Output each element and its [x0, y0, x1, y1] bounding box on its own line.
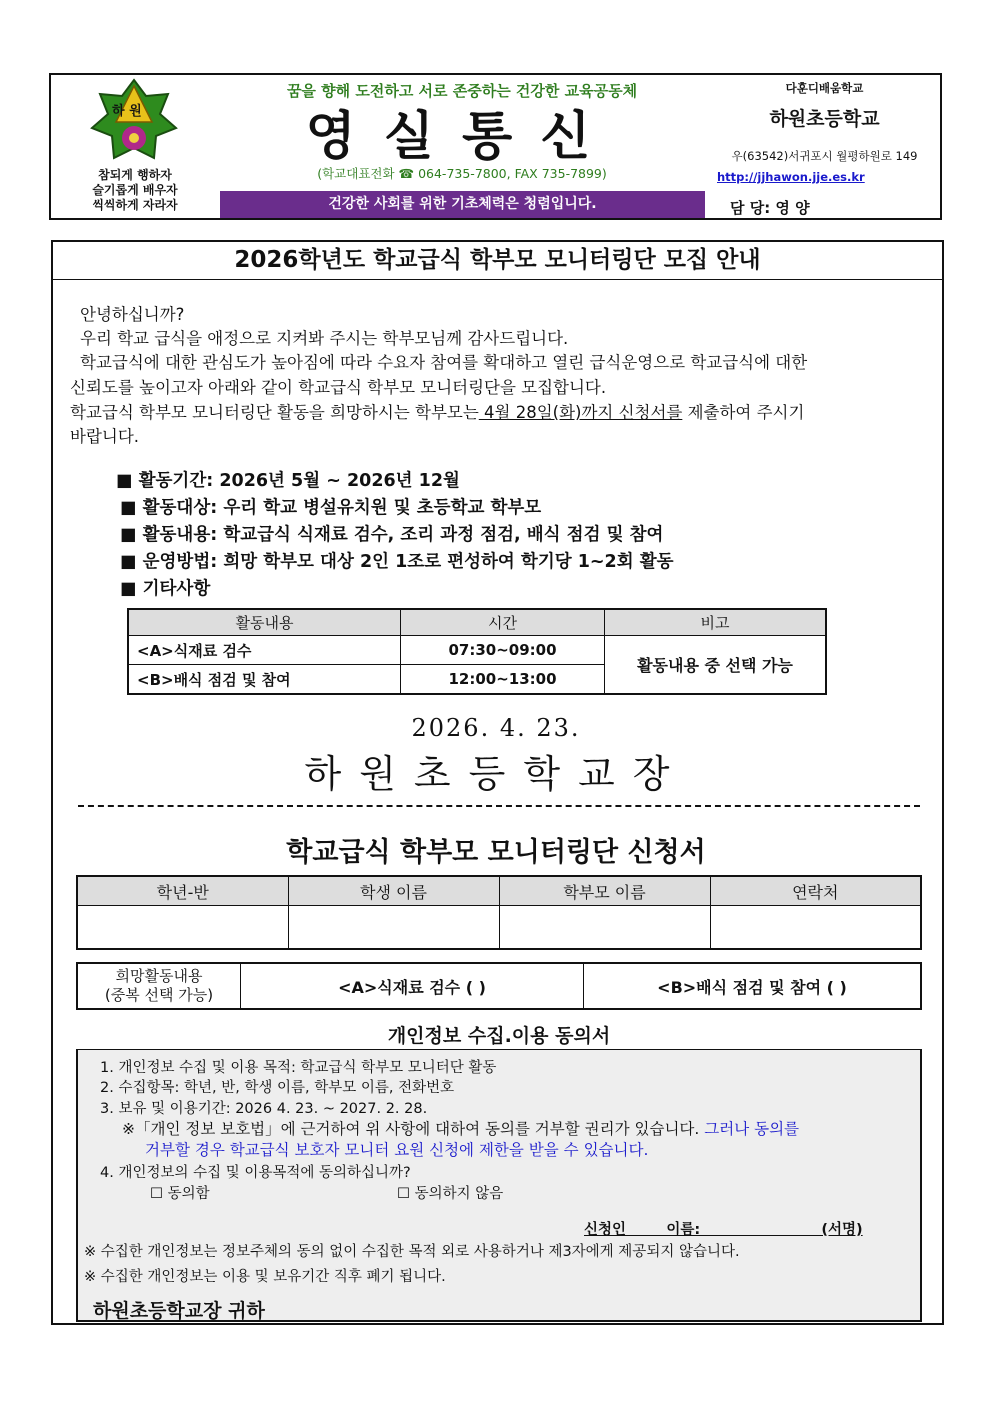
greeting: 안녕하십니까?	[80, 305, 185, 324]
purpose-line-2: 신뢰도를 높이고자 아래와 같이 학교급식 학부모 모니터링단을 모집합니다.	[70, 378, 607, 397]
school-tag: 다훈디배움학교	[785, 81, 864, 95]
cut-line	[78, 805, 920, 807]
table-cell: <A>식재료 검수	[128, 636, 401, 665]
law-notice: ※「개인 정보 보호법」에 근거하여 위 사항에 대하여 동의를 거부할 권리가 있습니다. 그러나 동의를	[122, 1120, 800, 1138]
table-header: 시간	[401, 609, 605, 636]
motto-line-3: 씩씩하게 자라자	[92, 198, 178, 212]
agree-checkbox[interactable]: ☐ 동의함	[150, 1186, 210, 1202]
phone-info: (학교대표전화 ☎ 064-735-7800, FAX 735-7899)	[317, 166, 607, 181]
emblem-text: 하 원	[112, 104, 142, 119]
table-header: 학생 이름	[288, 876, 499, 906]
bullet-period: ■ 활동기간: 2026년 5월 ~ 2026년 12월	[116, 471, 460, 491]
parent-name-input[interactable]	[499, 906, 710, 950]
choice-table	[76, 962, 922, 1010]
school-emblem-icon	[88, 76, 180, 168]
thanks: 우리 학교 급식을 애정으로 지켜봐 주시는 학부모님께 감사드립니다.	[80, 329, 569, 348]
consent-item: 3. 보유 및 이용기간: 2026 4. 23. ~ 2027. 2. 28.	[100, 1101, 428, 1117]
consent-title: 개인정보 수집.이용 동의서	[76, 1024, 922, 1050]
contact-input[interactable]	[710, 906, 921, 950]
law-notice-2: 거부할 경우 학교급식 보호자 모니터 요원 신청에 제한을 받을 수 있습니다.	[145, 1141, 649, 1159]
addressee: 하원초등학교장 귀하	[93, 1300, 265, 1322]
bullet-target: ■ 활동대상: 우리 학교 병설유치원 및 초등학교 학부모	[120, 498, 542, 518]
table-header: 활동내용	[128, 609, 401, 636]
school-address: 우(63542)서귀포시 월평하원로 149	[731, 149, 918, 163]
applicant-signature-line[interactable]: 신청인 이름: (서명)	[584, 1222, 863, 1238]
choice-label: 희망활동내용 (중복 선택 가능)	[77, 963, 241, 1009]
table-cell: 07:30~09:00	[401, 636, 605, 665]
purpose-line-1: 학교급식에 대한 관심도가 높아짐에 따라 수요자 참여를 확대하고 열린 급식운영으로 학교급식에 대한	[80, 353, 808, 372]
table-header: 비고	[605, 609, 827, 636]
student-name-input[interactable]	[288, 906, 499, 950]
choice-b-checkbox[interactable]: <B>배식 점검 및 참여 ( )	[584, 963, 922, 1009]
table-cell: <B>배식 점검 및 참여	[128, 665, 401, 695]
application-title: 학교급식 학부모 모니터링단 신청서	[286, 837, 706, 868]
applicant-table	[76, 875, 922, 950]
choice-a-checkbox[interactable]: <A>식재료 검수 ( )	[241, 963, 584, 1009]
table-note: 활동내용 중 선택 가능	[605, 636, 827, 695]
newsletter-title: 영실통신	[305, 107, 619, 167]
deadline-line: 학교급식 학부모 모니터링단 활동을 희망하시는 학부모는 4월 28일(화)까지 신청서를 제출하여 주시기	[70, 403, 805, 422]
privacy-note-2: ※ 수집한 개인정보는 이용 및 보유기간 직후 폐기 됩니다.	[84, 1269, 446, 1285]
bullet-method: ■ 운영방법: 희망 학부모 대상 2인 1조로 편성하여 학기당 1~2회 활동	[120, 552, 674, 572]
motto-line-1: 참되게 행하자	[98, 168, 172, 182]
activity-table	[127, 608, 827, 695]
principal-signature: 하원초등학교장	[304, 752, 688, 796]
table-cell: 12:00~13:00	[401, 665, 605, 695]
deadline-line-2: 바랍니다.	[70, 427, 140, 446]
bullet-content: ■ 활동내용: 학교급식 식재료 검수, 조리 과정 점검, 배식 점검 및 참여	[120, 525, 664, 545]
table-header: 학부모 이름	[499, 876, 710, 906]
notice-date: 2026. 4. 23.	[411, 714, 581, 742]
integrity-banner: 건강한 사회를 위한 기초체력은 청렴입니다.	[220, 191, 705, 218]
manager-label: 담 당: 영 양	[730, 199, 810, 217]
motto-line-2: 슬기롭게 배우자	[92, 183, 178, 197]
school-url-link[interactable]: http://jjhawon.jje.es.kr	[717, 170, 865, 184]
slogan: 꿈을 향해 도전하고 서로 존중하는 건강한 교육공동체	[286, 82, 638, 100]
privacy-note-1: ※ 수집한 개인정보는 정보주체의 동의 없이 수집한 목적 외로 사용하거나 제3자에게 제공되지 않습니다.	[84, 1244, 740, 1260]
notice-title: 2026학년도 학교급식 학부모 모니터링단 모집 안내	[53, 242, 942, 280]
table-header: 학년-반	[77, 876, 288, 906]
consent-question: 4. 개인정보의 수집 및 이용목적에 동의하십니까?	[100, 1165, 411, 1181]
consent-item: 2. 수집항목: 학년, 반, 학생 이름, 학부모 이름, 전화번호	[100, 1080, 455, 1096]
table-header: 연락처	[710, 876, 921, 906]
bullet-etc: ■ 기타사항	[120, 579, 211, 599]
disagree-checkbox[interactable]: ☐ 동의하지 않음	[397, 1186, 504, 1202]
consent-item: 1. 개인정보 수집 및 이용 목적: 학교급식 학부모 모니터단 활동	[100, 1060, 497, 1076]
school-name: 하원초등학교	[769, 108, 880, 130]
grade-class-input[interactable]	[77, 906, 288, 950]
